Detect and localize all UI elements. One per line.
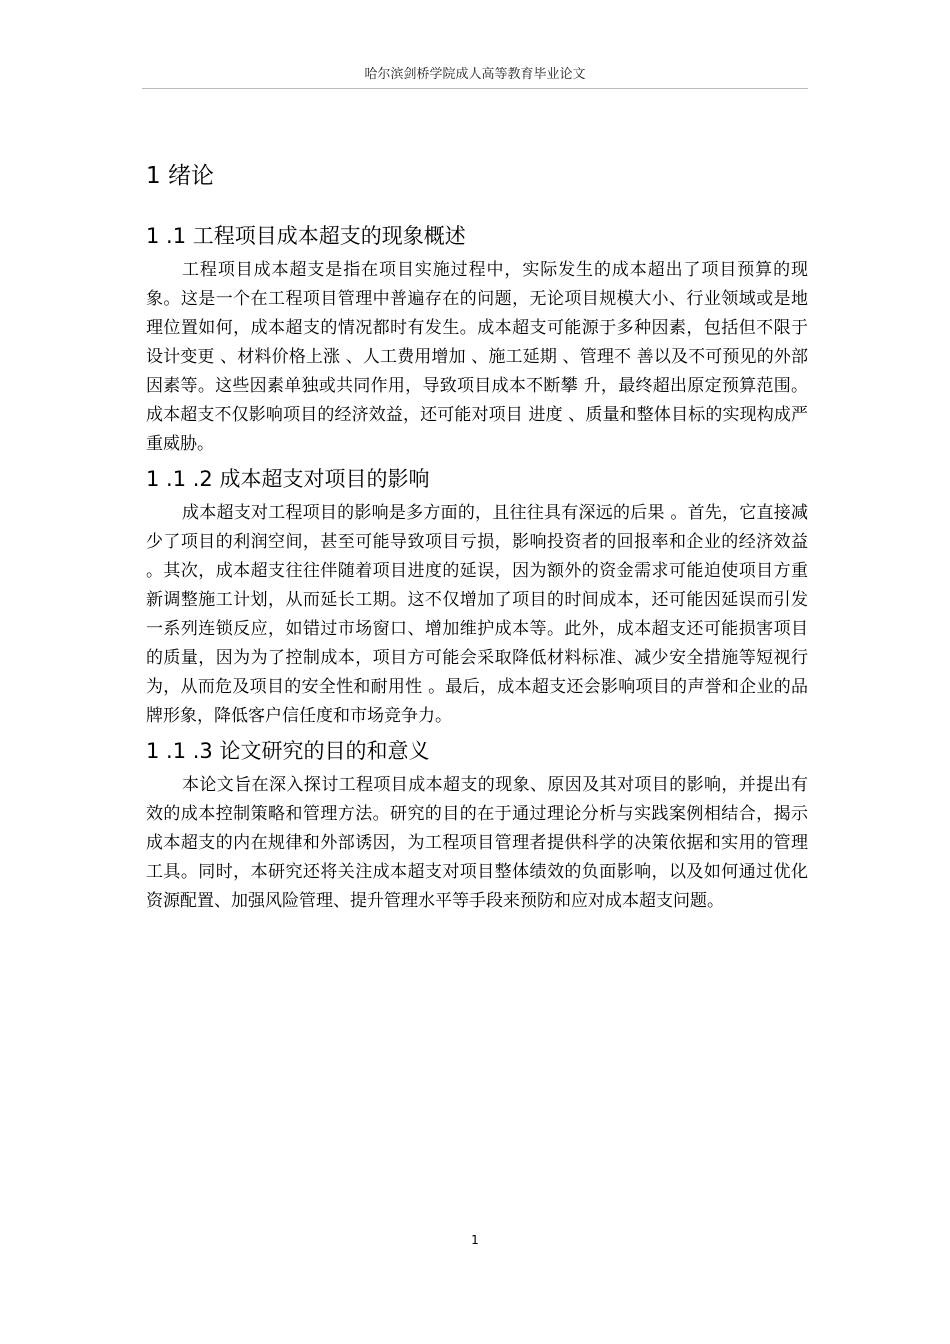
section-paragraph-1-1-3: 本论文旨在深入探讨工程项目成本超支的现象、原因及其对项目的影响，并提出有效的成本控制策略和管理方法。研究的目的在于通过理论分析与实践案例相结合，揭示成本超支的内在规律和外部诱因，为工程项目管理者提供科学的决策依据和实用的管理工具。同时，本研究还将关注成本超支对项目整体绩效的负面影响，以及如何通过优化资源配置、加强风险管理、提升管理水平等手段来预防和应对成本超支问题。 bbox=[146, 775, 808, 911]
document-body bbox=[146, 158, 808, 920]
section-title-1-1: 1 .1 工程项目成本超支的现象概述 bbox=[146, 224, 466, 248]
section-paragraph-1-1-2: 成本超支对工程项目的影响是多方面的，且往往具有深远的后果 。首先，它直接减少了项目的利润空间，甚至可能导致项目亏损，影响投资者的回报率和企业的经济效益 。其次，成本超支往往伴随着项目进度的延误，因为额外的资金需求可能迫使项目方重新调整施工计划，从而延长工期。这不仅增加了项目的时间成本，还可能因延误而引发一系列连锁反应，如错过市场窗口、增加维护成本等。此外，成本超支还可能损害项目的质量，因为为了控制成本，项目方可能会采取降低材料标准、减少安全措施等短视行为，从而危及项目的安全性和耐用性 。最后，成本超支还会影响项目的声誉和企业的品牌形象，降低客户信任度和市场竞争力。 bbox=[146, 503, 808, 726]
section-title-1-1-3: 1 .1 .3 论文研究的目的和意义 bbox=[146, 739, 430, 763]
section-paragraph-1-1: 工程项目成本超支是指在项目实施过程中，实际发生的成本超出了项目预算的现象。这是一个在工程项目管理中普遍存在的问题，无论项目规模大小、行业领域或是地理位置如何，成本超支的情况都时有发生。成本超支可能源于多种因素，包括但不限于设计变更 、材料价格上涨 、人工费用增加 、施工延期 、管理不 善以及不可预见的外部因素等。这些因素单独或共同作用，导致项目成本不断攀 升，最终超出原定预算范围。成本超支不仅影响项目的经济效益，还可能对项目 进度 、质量和整体目标的实现构成严重威胁。 bbox=[146, 260, 808, 454]
chapter-title: 1 绪论 bbox=[146, 163, 214, 189]
page-number: 1 bbox=[471, 1233, 479, 1247]
section-title-1-1-2: 1 .1 .2 成本超支对项目的影响 bbox=[146, 467, 430, 491]
header-divider bbox=[142, 88, 808, 89]
running-header: 哈尔滨剑桥学院成人高等教育毕业论文 bbox=[364, 67, 586, 82]
